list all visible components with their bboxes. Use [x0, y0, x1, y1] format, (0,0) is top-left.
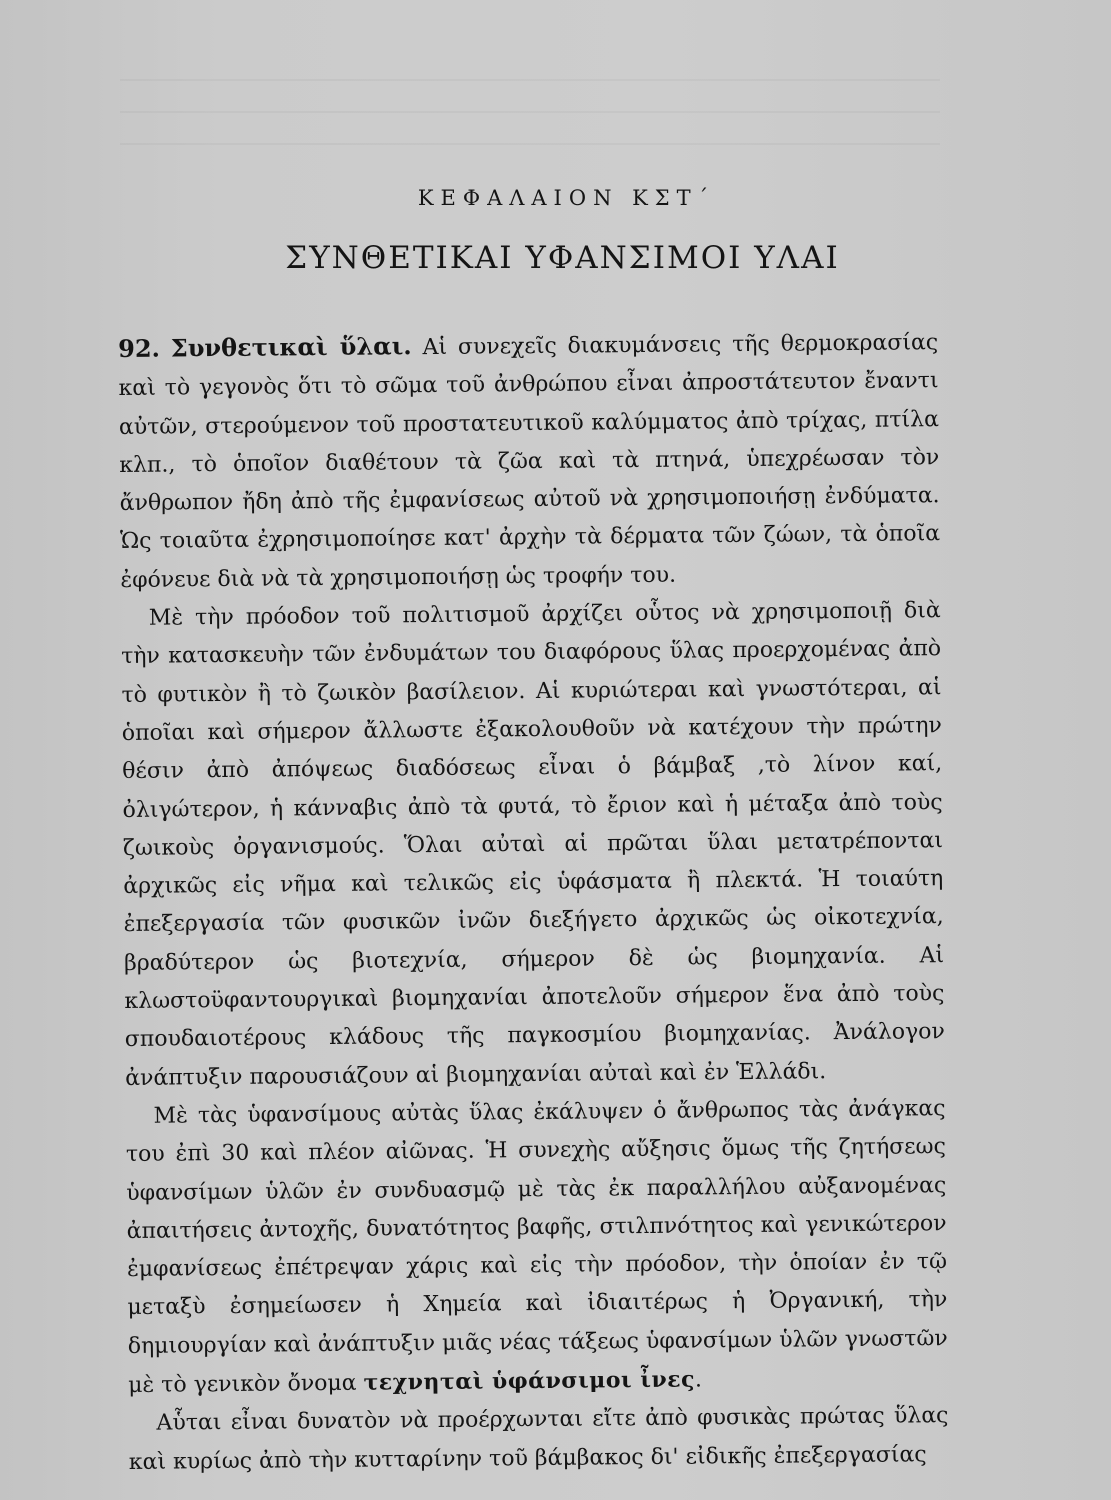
- section-number: 92.: [118, 333, 161, 363]
- paragraph-2: Μὲ τὴν πρόοδον τοῦ πολιτισμοῦ ἀρχίζει οὗτος νὰ χρησιμοποιῇ διὰ τὴν κατασκευὴν τῶν ἐνδυμάτων του διαφόρους ὕλας προερχομένας ἀπὸ τὸ φυτικὸν ἢ τὸ ζωικὸν βασίλειον. Αἱ κυριώτεραι καὶ γνωστότεραι, αἱ ὁποῖαι καὶ σήμερον ἄλλωστε ἐξακολουθοῦν νὰ κατέχουν τὴν πρώτην θέσιν ἀπὸ ἀπόψεως διαδόσεως εἶναι ὁ βάμβαξ ,τὸ λίνον καί, ὀλιγώτερον, ἡ κάνναβις ἀπὸ τὰ φυτά, τὸ ἔριον καὶ ἡ μέταξα ἀπὸ τοὺς ζωικοὺς ὀργανισμούς. Ὅλαι αὐταὶ αἱ πρῶται ὕλαι μετατρέπονται ἀρχικῶς εἰς νῆμα καὶ τελικῶς εἰς ὑφάσματα ἢ πλεκτά. Ἡ τοιαύτη ἐπεξεργασία τῶν φυσικῶν ἰνῶν διεξήγετο ἀρχικῶς ὡς οἰκοτεχνία, βραδύτερον ὡς βιοτεχνία, σήμερον δὲ ὡς βιομηχανία. Αἱ κλωστοϋφαντουργικαὶ βιομηχανίαι ἀποτελοῦν σήμερον ἕνα ἀπὸ τοὺς σπουδαιοτέρους κλάδους τῆς παγκοσμίου βιομηχανίας. Ἀνάλογον ἀνάπτυξιν παρουσιάζουν αἱ βιομηχανίαι αὐταὶ καὶ ἐν Ἑλλάδι.: [121, 598, 945, 1091]
- paragraph-3-text: Μὲ τὰς ὑφανσίμους αὐτὰς ὕλας ἐκάλυψεν ὁ ἄνθρωπος τὰς ἀνάγκας του ἐπὶ 30 καὶ πλέον αἰῶνας. Ἡ συνεχὴς αὔξησις ὅμως τῆς ζητήσεως ὑφανσίμων ὑλῶν ἐν συνδυασμῷ μὲ τὰς ἐκ παραλλήλου αὐξανομένας ἀπαιτήσεις ἀντοχῆς, δυνατότητος βαφῆς, στιλπνότητος καὶ γενικώτερον ἐμφανίσεως ἐπέτρεψαν χάρις καὶ εἰς τὴν πρόοδον, τὴν ὁποίαν ἐν τῷ μεταξὺ ἐσημείωσεν ἡ Χημεία καὶ ἰδιαιτέρως ἡ Ὀργανική, τὴν δημιουργίαν καὶ ἀνάπτυξιν μιᾶς νέας τάξεως ὑφανσίμων ὑλῶν γνωστῶν μὲ τὸ γενικὸν ὄνομα: [125, 1096, 948, 1398]
- bleed-through-shadow: [120, 55, 940, 145]
- chapter-label: ΚΕΦΑΛΑΙΟΝ ΚΣΤ΄: [417, 186, 716, 210]
- paragraph-3: [125, 1090, 948, 1405]
- key-term: τεχνηταὶ ὑφάνσιμοι ἶνες: [363, 1366, 696, 1396]
- paragraph-1: [118, 322, 941, 600]
- section-title: Συνθετικαὶ ὕλαι.: [170, 331, 412, 363]
- paragraph-1-text: Αἱ συνεχεῖς διακυμάνσεις τῆς θερμοκρασίας καὶ τὸ γεγονὸς ὅτι τὸ σῶμα τοῦ ἀνθρώπου εἶναι ἀπροστάτευτον ἔναντι αὐτῶν, στερούμενον τοῦ προστατευτικοῦ καλύμματος ἀπὸ τρίχας, πτίλα κλπ., τὸ ὁποῖον διαθέτουν τὰ ζῶα καὶ τὰ πτηνά, ὑπεχρέωσαν τὸν ἄνθρωπον ἤδη ἀπὸ τῆς ἐμφανίσεως αὐτοῦ νὰ χρησιμοποιήσῃ ἐνδύματα. Ὡς τοιαῦτα ἐχρησιμοποίησε κατ' ἀρχὴν τὰ δέρματα τῶν ζώων, τὰ ὁποῖα ἐφόνευε διὰ νὰ τὰ χρησιμοποιήσῃ ὡς τροφήν του.: [118, 330, 941, 593]
- paragraph-3-end: .: [694, 1367, 703, 1393]
- body-text: [118, 322, 949, 1482]
- paragraph-4: Αὗται εἶναι δυνατὸν νὰ προέρχωνται εἴτε ἀπὸ φυσικὰς πρώτας ὕλας καὶ κυρίως ἀπὸ τὴν κυτταρίνην τοῦ βάμβακος δι' εἰδικῆς ἐπεξεργασίας: [128, 1403, 949, 1475]
- chapter-title: ΣΥΝΘΕΤΙΚΑΙ ΥΦΑΝΣΙΜΟΙ ΥΛΑΙ: [285, 240, 840, 276]
